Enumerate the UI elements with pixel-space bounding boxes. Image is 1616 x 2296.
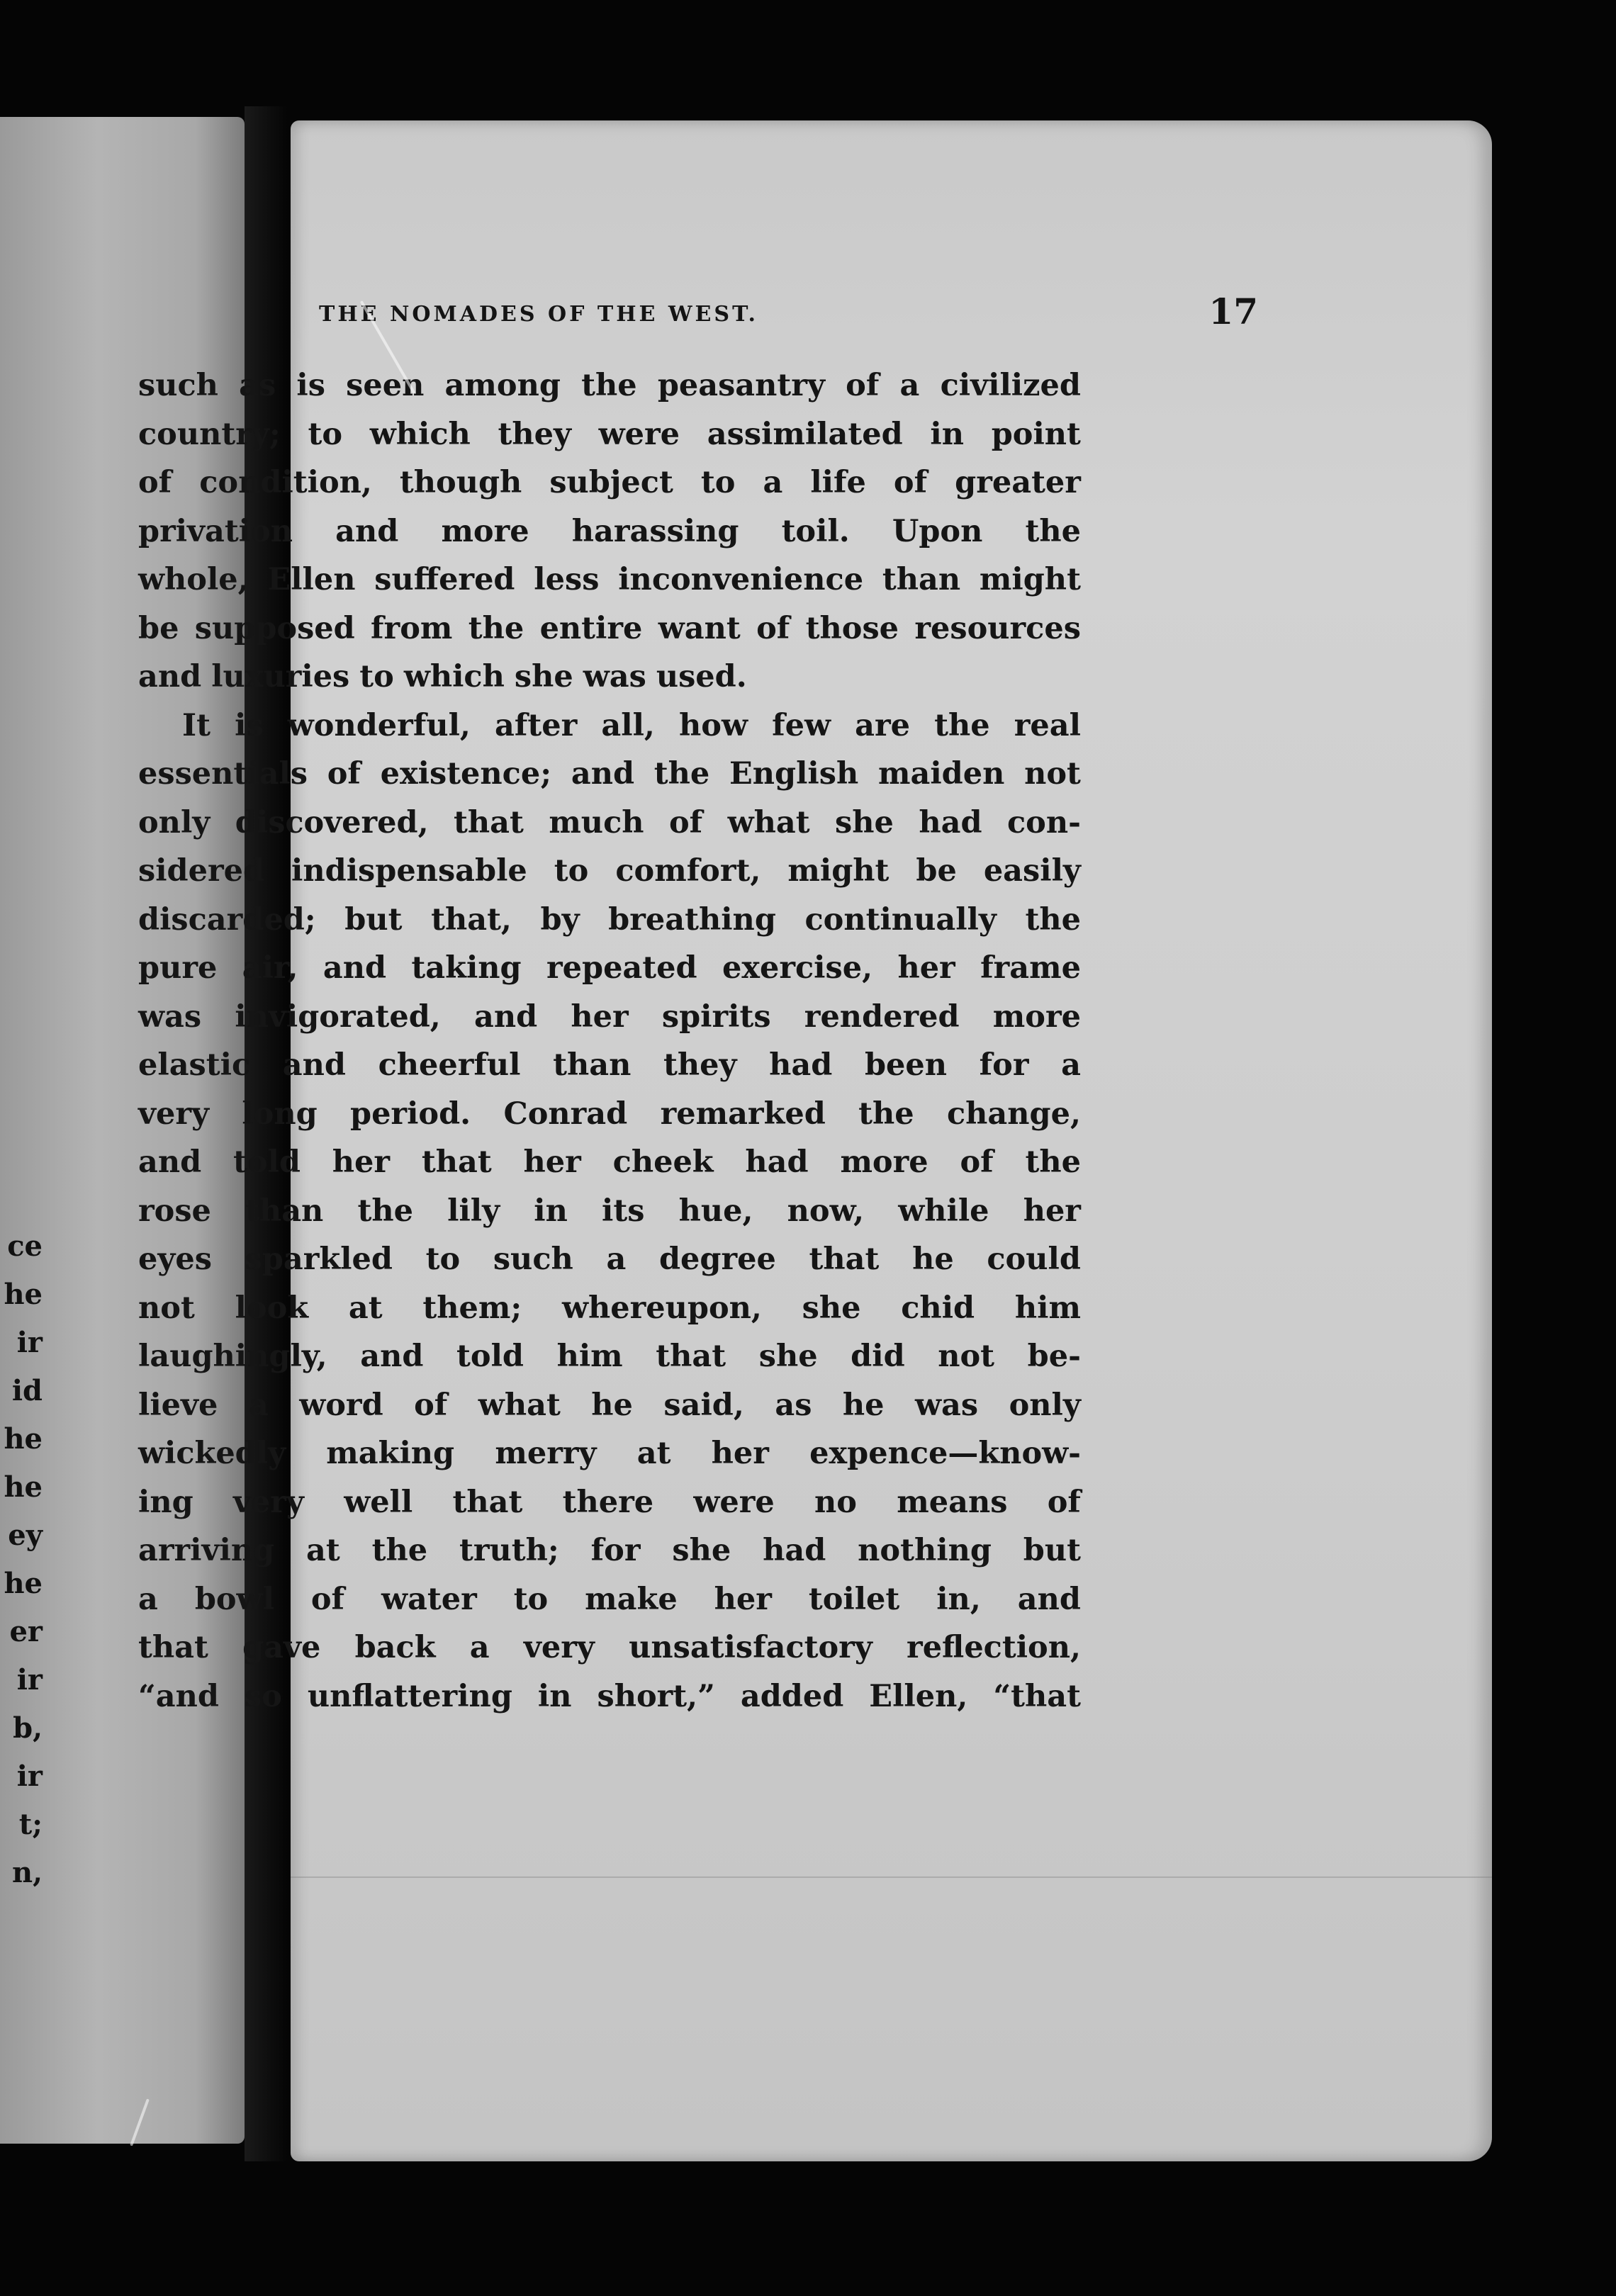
word: than xyxy=(553,1047,632,1083)
word: her xyxy=(711,1436,769,1471)
text-line xyxy=(138,1672,1081,1721)
word: subject xyxy=(549,465,673,500)
word: in xyxy=(930,416,964,452)
previous-page-fragment: id xyxy=(11,1374,43,1407)
word: English xyxy=(729,756,859,792)
word: only xyxy=(138,804,211,840)
word: had xyxy=(919,804,982,840)
word: which xyxy=(403,659,505,694)
word: as xyxy=(239,368,276,403)
text-line xyxy=(138,458,1081,507)
word: arriving xyxy=(138,1533,275,1568)
previous-page-fragment: he xyxy=(4,1278,43,1311)
previous-page-fragment: ey xyxy=(8,1519,43,1552)
word: in xyxy=(537,1678,572,1714)
word: unsatisfactory xyxy=(629,1630,872,1665)
word: in xyxy=(534,1193,568,1229)
word: he xyxy=(591,1387,633,1423)
word: but xyxy=(1023,1533,1081,1568)
word: pure xyxy=(138,950,218,986)
word: him xyxy=(556,1339,623,1374)
word: was xyxy=(138,998,202,1035)
word: not xyxy=(138,1290,195,1326)
word: the xyxy=(858,1096,914,1132)
word: at xyxy=(636,1436,671,1471)
word: merry xyxy=(495,1436,597,1471)
word: of xyxy=(668,804,703,840)
word: rendered xyxy=(804,998,960,1035)
word: not xyxy=(1024,756,1081,792)
word: she xyxy=(672,1533,731,1568)
previous-page-fragment: ir xyxy=(16,1760,43,1793)
word: her xyxy=(332,1144,391,1180)
word: of xyxy=(893,465,928,500)
word: of xyxy=(138,465,172,500)
text-line xyxy=(138,993,1081,1042)
word: Ellen xyxy=(267,562,356,597)
word: remarked xyxy=(660,1096,826,1132)
word: the xyxy=(1025,1144,1081,1180)
word: he xyxy=(912,1242,954,1277)
word: as xyxy=(775,1387,812,1423)
previous-page-fragment: ir xyxy=(16,1326,43,1359)
word: among xyxy=(444,368,561,403)
word: by xyxy=(540,901,580,938)
word: breathing xyxy=(608,901,776,938)
text-line xyxy=(138,896,1081,945)
running-head xyxy=(319,291,1258,339)
word: assimilated xyxy=(707,416,903,452)
word: he xyxy=(842,1387,885,1423)
word: might xyxy=(979,562,1081,597)
text-line xyxy=(138,847,1081,896)
word: privation xyxy=(138,513,293,549)
word: such xyxy=(138,368,218,403)
word: back xyxy=(354,1630,436,1665)
word: and xyxy=(322,950,387,986)
word: long xyxy=(242,1096,318,1132)
word: are xyxy=(855,707,910,743)
word: repeated xyxy=(546,950,697,986)
word: invigorated, xyxy=(235,998,441,1035)
word: resources xyxy=(914,610,1081,646)
word: elastic xyxy=(138,1047,251,1083)
word: toil. xyxy=(781,513,850,549)
word: make xyxy=(585,1581,678,1617)
word: means xyxy=(897,1484,1008,1520)
word: for xyxy=(590,1533,641,1568)
word: that xyxy=(421,1144,492,1180)
text-line xyxy=(138,1138,1081,1187)
word: sidered xyxy=(138,853,265,889)
word: a xyxy=(606,1242,627,1277)
word: a xyxy=(899,368,920,403)
word: no xyxy=(814,1484,857,1520)
word: country; xyxy=(138,416,281,452)
word: now, xyxy=(787,1193,865,1229)
word: and xyxy=(473,998,538,1035)
word: to xyxy=(425,1242,461,1277)
word: condition, xyxy=(199,465,372,500)
word: more xyxy=(840,1144,928,1180)
word: was xyxy=(915,1387,979,1423)
word: told xyxy=(456,1339,524,1374)
previous-page-fragment: n, xyxy=(11,1856,43,1889)
word: them; xyxy=(422,1290,522,1326)
word: her xyxy=(897,950,955,986)
word: easily xyxy=(983,853,1081,889)
previous-page-fragment: b, xyxy=(13,1711,43,1745)
word: so xyxy=(244,1678,282,1714)
word: spirits xyxy=(661,998,771,1035)
word: had xyxy=(763,1533,826,1568)
word: essentials xyxy=(138,756,308,792)
word: life xyxy=(810,465,866,500)
word: her xyxy=(1023,1193,1081,1229)
word: they xyxy=(498,416,571,452)
word: of xyxy=(310,1581,345,1617)
word: whereupon, xyxy=(561,1290,762,1326)
word: well xyxy=(344,1484,413,1520)
text-line xyxy=(138,750,1081,799)
word: nothing xyxy=(858,1533,992,1568)
text-line xyxy=(138,1187,1081,1236)
previous-page-fragment: er xyxy=(9,1615,43,1648)
word: her xyxy=(571,998,629,1035)
text-line xyxy=(138,1478,1081,1527)
word: laughingly, xyxy=(138,1339,327,1374)
word: added xyxy=(740,1678,844,1714)
word: discovered, xyxy=(235,804,429,840)
word: is xyxy=(235,707,264,743)
word: and xyxy=(360,1339,424,1374)
word: had xyxy=(745,1144,809,1180)
scan-artifact-line xyxy=(291,1876,1492,1878)
word: whole, xyxy=(138,562,249,597)
running-title: THE NOMADES OF THE WEST. xyxy=(319,302,758,327)
word: eyes xyxy=(138,1242,212,1277)
word: taking xyxy=(411,950,522,986)
word: look xyxy=(235,1290,309,1326)
word: more xyxy=(441,513,529,549)
word: the xyxy=(934,707,990,743)
text-line xyxy=(138,361,1081,410)
word: is xyxy=(296,368,325,403)
word: that xyxy=(809,1242,880,1277)
word: very xyxy=(523,1630,595,1665)
word: after xyxy=(495,707,578,743)
word: they xyxy=(663,1047,737,1083)
word: word xyxy=(299,1387,383,1423)
word: much xyxy=(549,804,644,840)
word: cheek xyxy=(612,1144,714,1180)
word: comfort, xyxy=(615,853,761,889)
word: existence; xyxy=(380,756,552,792)
word: the xyxy=(653,756,710,792)
word: her xyxy=(523,1144,581,1180)
word: than xyxy=(882,562,961,597)
word: a xyxy=(469,1630,490,1665)
previous-page-fragment: he xyxy=(4,1567,43,1600)
word: a xyxy=(763,465,783,500)
word: Ellen, xyxy=(869,1678,968,1714)
word: the xyxy=(371,1533,428,1568)
word: rose xyxy=(138,1193,211,1229)
word: to xyxy=(359,659,394,694)
text-line xyxy=(138,1090,1081,1139)
word: been xyxy=(864,1047,948,1083)
text-line xyxy=(138,1575,1081,1624)
word: to xyxy=(700,465,736,500)
word: and xyxy=(138,1144,202,1180)
word: be xyxy=(138,610,179,646)
word: she xyxy=(802,1290,861,1326)
body-text xyxy=(138,361,1081,1721)
word: of xyxy=(756,610,790,646)
word: at xyxy=(348,1290,383,1326)
word: how xyxy=(679,707,748,743)
word: less xyxy=(534,562,600,597)
word: continually xyxy=(804,901,997,938)
word: that xyxy=(656,1339,726,1374)
word: chid xyxy=(901,1290,975,1326)
word: to xyxy=(513,1581,549,1617)
word: him xyxy=(1014,1290,1081,1326)
text-line xyxy=(138,1041,1081,1090)
word: might xyxy=(787,853,890,889)
word: told xyxy=(233,1144,301,1180)
text-line xyxy=(138,1235,1081,1284)
word: ing xyxy=(138,1484,193,1520)
word: toilet xyxy=(808,1581,900,1617)
word: cheerful xyxy=(378,1047,521,1083)
word: peasantry xyxy=(657,368,825,403)
previous-page-fragment: t; xyxy=(18,1808,43,1841)
word: while xyxy=(898,1193,989,1229)
text-line xyxy=(138,1429,1081,1478)
word: a xyxy=(138,1581,158,1617)
text-line xyxy=(138,653,1081,702)
word: reflection, xyxy=(907,1630,1081,1665)
word: to xyxy=(308,416,343,452)
word: supposed xyxy=(194,610,355,646)
word: sparkled xyxy=(245,1242,393,1277)
previous-page-fragment: he xyxy=(4,1470,43,1504)
word: than xyxy=(245,1193,324,1229)
word: truth; xyxy=(459,1533,559,1568)
word: that, xyxy=(431,901,512,938)
word: Conrad xyxy=(503,1096,628,1132)
text-line xyxy=(138,556,1081,604)
previous-page-fragment: ce xyxy=(7,1229,43,1263)
word: used. xyxy=(656,659,747,694)
text-line xyxy=(138,410,1081,459)
word: “and xyxy=(138,1678,219,1714)
word: change, xyxy=(946,1096,1081,1132)
word: for xyxy=(979,1047,1029,1083)
word: and xyxy=(1017,1581,1081,1617)
word: expence—know- xyxy=(809,1436,1081,1471)
word: civilized xyxy=(940,368,1081,403)
word: entire xyxy=(539,610,643,646)
word: very xyxy=(232,1484,304,1520)
word: of xyxy=(846,368,880,403)
word: its xyxy=(602,1193,645,1229)
word: that xyxy=(452,1484,523,1520)
word: the xyxy=(468,610,524,646)
previous-page-fragment: ir xyxy=(16,1663,43,1696)
word: were xyxy=(598,416,680,452)
word: a xyxy=(248,1387,269,1423)
text-line xyxy=(138,1381,1081,1430)
word: period. xyxy=(350,1096,471,1132)
word: point xyxy=(991,416,1081,452)
word: inconvenience xyxy=(618,562,864,597)
word: which xyxy=(369,416,471,452)
word: the xyxy=(1025,513,1081,549)
word: all, xyxy=(601,707,655,743)
word: at xyxy=(306,1533,340,1568)
word: con- xyxy=(1006,804,1081,840)
word: a xyxy=(1061,1047,1081,1083)
word: gave xyxy=(242,1630,321,1665)
word: discarded; xyxy=(138,901,316,938)
word: to xyxy=(554,853,589,889)
text-line xyxy=(138,1623,1081,1672)
text-line xyxy=(138,702,1081,750)
word: indispensable xyxy=(291,853,527,889)
word: harassing xyxy=(571,513,739,549)
word: be xyxy=(916,853,957,889)
word: and xyxy=(138,659,202,694)
previous-page-fragment: he xyxy=(4,1422,43,1456)
word: were xyxy=(693,1484,775,1520)
word: wickedly xyxy=(138,1436,286,1471)
page-number: 17 xyxy=(1208,291,1258,332)
word: had xyxy=(769,1047,833,1083)
text-line xyxy=(138,799,1081,848)
word: there xyxy=(562,1484,654,1520)
word: the xyxy=(357,1193,413,1229)
word: not xyxy=(938,1339,995,1374)
word: exercise, xyxy=(722,950,873,986)
word: that xyxy=(138,1630,208,1665)
word: lieve xyxy=(138,1387,218,1423)
word: wonderful, xyxy=(287,707,471,743)
word: though xyxy=(399,465,522,500)
previous-page-text-fragments xyxy=(0,1222,43,1897)
word: what xyxy=(727,804,810,840)
word: short,” xyxy=(597,1678,715,1714)
word: very xyxy=(138,1096,209,1132)
word: did xyxy=(851,1339,905,1374)
text-line xyxy=(138,1332,1081,1381)
word: she xyxy=(758,1339,818,1374)
word: and xyxy=(571,756,635,792)
word: water xyxy=(381,1581,477,1617)
word: what xyxy=(478,1387,561,1423)
word: could xyxy=(987,1242,1081,1277)
word: the xyxy=(581,368,637,403)
word: was xyxy=(583,659,646,694)
word: seen xyxy=(346,368,425,403)
word: hue, xyxy=(678,1193,753,1229)
word: said, xyxy=(663,1387,744,1423)
word: bowl xyxy=(194,1581,274,1617)
word: of xyxy=(960,1144,994,1180)
word: and xyxy=(282,1047,346,1083)
word: frame xyxy=(980,950,1081,986)
word: she xyxy=(514,659,573,694)
word: of xyxy=(327,756,361,792)
word: luxuries xyxy=(211,659,350,694)
word: such xyxy=(493,1242,573,1277)
word: air, xyxy=(242,950,298,986)
word: few xyxy=(772,707,831,743)
word: of xyxy=(414,1387,448,1423)
word: her xyxy=(714,1581,772,1617)
text-line xyxy=(138,1526,1081,1575)
word: those xyxy=(805,610,899,646)
word: that xyxy=(454,804,524,840)
word: suffered xyxy=(374,562,515,597)
word: and xyxy=(335,513,399,549)
word: real xyxy=(1014,707,1081,743)
text-line xyxy=(138,1284,1081,1333)
word: of xyxy=(1047,1484,1081,1520)
word: only xyxy=(1009,1387,1081,1423)
word: she xyxy=(835,804,894,840)
word: the xyxy=(1025,901,1081,938)
word: maiden xyxy=(877,756,1005,792)
text-line xyxy=(138,507,1081,556)
text-line xyxy=(138,604,1081,653)
word: degree xyxy=(658,1242,776,1277)
word: in, xyxy=(936,1581,981,1617)
word: “that xyxy=(993,1678,1081,1714)
word: It xyxy=(182,707,211,743)
word: greater xyxy=(955,465,1081,500)
word: but xyxy=(344,901,403,938)
word: making xyxy=(326,1436,455,1471)
text-line xyxy=(138,944,1081,993)
word: from xyxy=(371,610,453,646)
word: want xyxy=(658,610,741,646)
word: Upon xyxy=(892,513,983,549)
word: unflattering xyxy=(307,1678,512,1714)
word: be- xyxy=(1027,1339,1081,1374)
word: lily xyxy=(447,1193,500,1229)
word: more xyxy=(992,998,1081,1035)
